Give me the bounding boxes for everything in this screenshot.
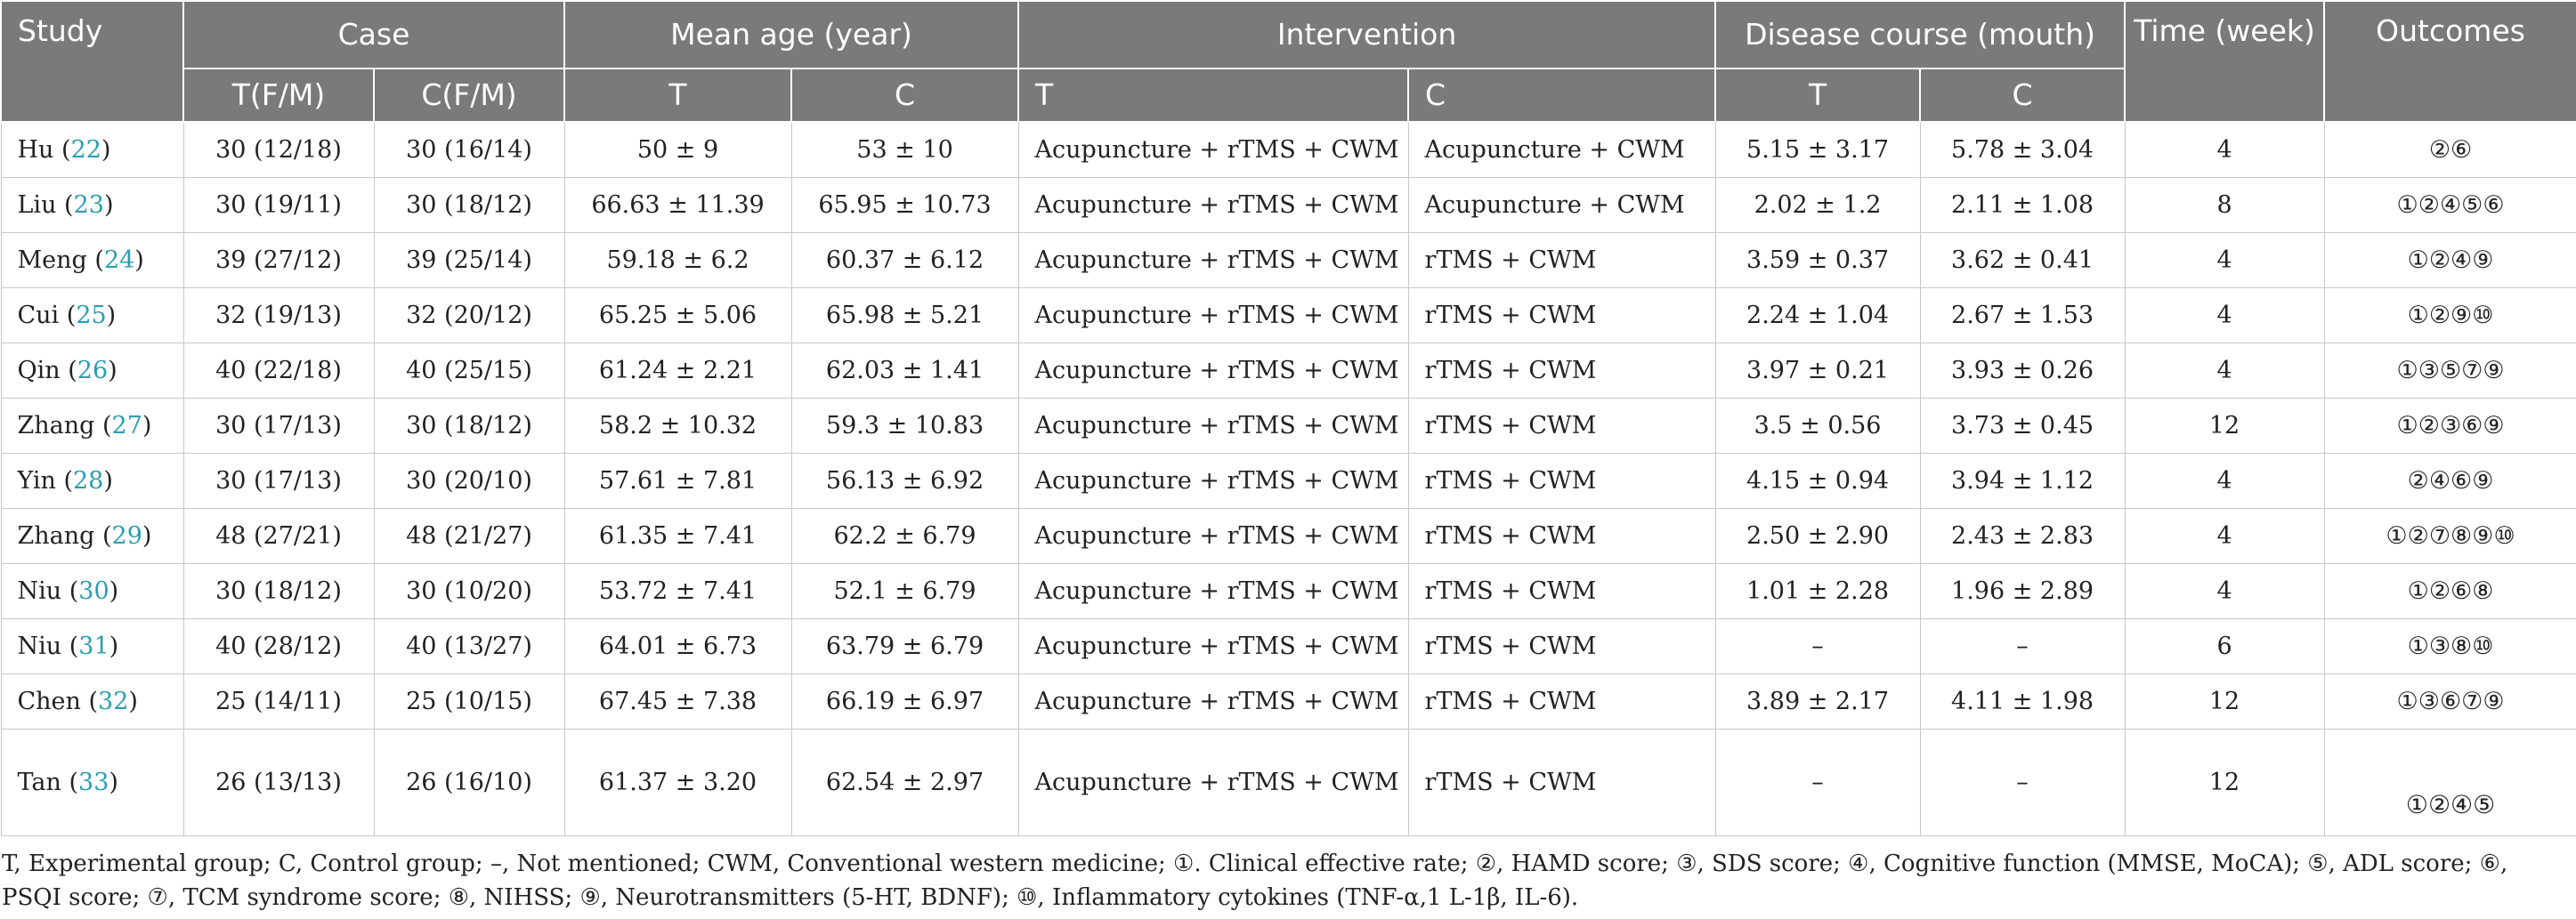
disease-t-cell: 3.97 ± 0.21 <box>1715 343 1920 398</box>
table-row <box>1 343 2576 398</box>
study-cell: Chen (32) <box>1 673 183 729</box>
age-c-cell: 59.3 ± 10.83 <box>791 398 1018 453</box>
header-study: Study <box>1 1 183 122</box>
case-c-cell: 40 (25/15) <box>374 343 564 398</box>
outcomes-cell: ②④⑥⑨ <box>2324 453 2576 508</box>
time-cell: 12 <box>2125 729 2324 835</box>
disease-t-cell: 5.15 ± 3.17 <box>1715 122 1920 177</box>
study-cell: Qin (26) <box>1 343 183 398</box>
time-cell: 4 <box>2125 508 2324 563</box>
intervention-t-cell: Acupuncture + rTMS + CWM <box>1018 508 1408 563</box>
table-row <box>1 453 2576 508</box>
disease-c-cell: – <box>1920 618 2125 673</box>
age-t-cell: 66.63 ± 11.39 <box>564 177 791 232</box>
intervention-c-cell: rTMS + CWM <box>1408 729 1715 835</box>
outcomes-cell: ①②④⑤⑥ <box>2324 177 2576 232</box>
disease-c-cell: 3.73 ± 0.45 <box>1920 398 2125 453</box>
case-t-cell: 30 (17/13) <box>183 398 374 453</box>
age-c-cell: 56.13 ± 6.92 <box>791 453 1018 508</box>
disease-t-cell: 2.50 ± 2.90 <box>1715 508 1920 563</box>
outcomes-cell: ①③⑧⑩ <box>2324 618 2576 673</box>
disease-c-cell: 3.93 ± 0.26 <box>1920 343 2125 398</box>
case-c-cell: 30 (18/12) <box>374 177 564 232</box>
age-t-cell: 61.37 ± 3.20 <box>564 729 791 835</box>
case-t-cell: 30 (18/12) <box>183 563 374 618</box>
case-c-cell: 30 (16/14) <box>374 122 564 177</box>
case-t-cell: 25 (14/11) <box>183 673 374 729</box>
outcomes-cell: ①②③⑥⑨ <box>2324 398 2576 453</box>
intervention-c-cell: rTMS + CWM <box>1408 563 1715 618</box>
intervention-c-cell: rTMS + CWM <box>1408 232 1715 287</box>
time-cell: 4 <box>2125 122 2324 177</box>
time-cell: 4 <box>2125 232 2324 287</box>
outcomes-cell: ①③⑤⑦⑨ <box>2324 343 2576 398</box>
study-name: Yin <box>17 466 56 495</box>
intervention-t-cell: Acupuncture + rTMS + CWM <box>1018 343 1408 398</box>
intervention-t-cell: Acupuncture + rTMS + CWM <box>1018 287 1408 343</box>
study-cell: Zhang (27) <box>1 398 183 453</box>
case-c-cell: 32 (20/12) <box>374 287 564 343</box>
header-disease-course: Disease course (mouth) <box>1715 1 2125 69</box>
age-t-cell: 61.24 ± 2.21 <box>564 343 791 398</box>
intervention-t-cell: Acupuncture + rTMS + CWM <box>1018 122 1408 177</box>
intervention-t-cell: Acupuncture + rTMS + CWM <box>1018 729 1408 835</box>
reference-link[interactable]: 33 <box>78 768 109 796</box>
table-row <box>1 673 2576 729</box>
study-cell: Meng (24) <box>1 232 183 287</box>
intervention-t-cell: Acupuncture + rTMS + CWM <box>1018 618 1408 673</box>
disease-t-cell: 2.02 ± 1.2 <box>1715 177 1920 232</box>
age-t-cell: 61.35 ± 7.41 <box>564 508 791 563</box>
study-cell: Cui (25) <box>1 287 183 343</box>
header-intervention: Intervention <box>1018 1 1715 69</box>
table-footnote: T, Experimental group; C, Control group; –, Not mentioned; CWM, Conventional western medicine; ①. Clinical effective rate; ②, HAMD score; ③, SDS score; ④, Cognitive function (MMSE, MoCA); ⑤, ADL score; ⑥, PSQI score; ⑦, TCM syndrome score; ⑧, NIHSS; ⑨, Neurotransmitters (5-HT, BDNF); ⑩, Inflammatory cytokines (TNF-α,1 L-1β, IL-6). <box>2 850 2508 911</box>
header-age-t: T <box>564 69 791 122</box>
table-row <box>1 122 2576 177</box>
study-cell: Niu (30) <box>1 563 183 618</box>
case-t-cell: 30 (12/18) <box>183 122 374 177</box>
case-t-cell: 26 (13/13) <box>183 729 374 835</box>
intervention-c-cell: rTMS + CWM <box>1408 343 1715 398</box>
study-name: Qin <box>17 356 61 384</box>
time-cell: 4 <box>2125 287 2324 343</box>
header-intervention-c: C <box>1408 69 1715 122</box>
disease-t-cell: – <box>1715 729 1920 835</box>
disease-c-cell: 2.43 ± 2.83 <box>1920 508 2125 563</box>
study-name: Niu <box>17 576 62 605</box>
case-t-cell: 30 (19/11) <box>183 177 374 232</box>
age-t-cell: 53.72 ± 7.41 <box>564 563 791 618</box>
age-c-cell: 65.95 ± 10.73 <box>791 177 1018 232</box>
table-row <box>1 232 2576 287</box>
intervention-c-cell: rTMS + CWM <box>1408 398 1715 453</box>
header-intervention-t: T <box>1018 69 1408 122</box>
age-c-cell: 62.2 ± 6.79 <box>791 508 1018 563</box>
table-row <box>1 508 2576 563</box>
intervention-c-cell: rTMS + CWM <box>1408 508 1715 563</box>
intervention-t-cell: Acupuncture + rTMS + CWM <box>1018 563 1408 618</box>
time-cell: 8 <box>2125 177 2324 232</box>
study-name: Chen <box>17 687 81 715</box>
outcomes-cell: ①②⑨⑩ <box>2324 287 2576 343</box>
intervention-c-cell: Acupuncture + CWM <box>1408 122 1715 177</box>
age-t-cell: 59.18 ± 6.2 <box>564 232 791 287</box>
age-c-cell: 66.19 ± 6.97 <box>791 673 1018 729</box>
table-row <box>1 729 2576 835</box>
age-t-cell: 58.2 ± 10.32 <box>564 398 791 453</box>
age-c-cell: 62.54 ± 2.97 <box>791 729 1018 835</box>
intervention-t-cell: Acupuncture + rTMS + CWM <box>1018 673 1408 729</box>
study-cell: Liu (23) <box>1 177 183 232</box>
case-c-cell: 30 (18/12) <box>374 398 564 453</box>
age-c-cell: 63.79 ± 6.79 <box>791 618 1018 673</box>
disease-c-cell: 5.78 ± 3.04 <box>1920 122 2125 177</box>
time-cell: 12 <box>2125 673 2324 729</box>
table-row <box>1 287 2576 343</box>
outcomes-cell: ①②④⑨ <box>2324 232 2576 287</box>
disease-c-cell: 4.11 ± 1.98 <box>1920 673 2125 729</box>
time-cell: 6 <box>2125 618 2324 673</box>
disease-t-cell: 3.89 ± 2.17 <box>1715 673 1920 729</box>
disease-c-cell: 3.62 ± 0.41 <box>1920 232 2125 287</box>
study-name: Zhang <box>17 411 95 439</box>
reference-link[interactable]: 27 <box>111 411 142 439</box>
disease-t-cell: – <box>1715 618 1920 673</box>
header-age-c: C <box>791 69 1018 122</box>
intervention-t-cell: Acupuncture + rTMS + CWM <box>1018 232 1408 287</box>
case-c-cell: 48 (21/27) <box>374 508 564 563</box>
header-case-t: T(F/M) <box>183 69 374 122</box>
time-cell: 12 <box>2125 398 2324 453</box>
age-t-cell: 50 ± 9 <box>564 122 791 177</box>
case-t-cell: 30 (17/13) <box>183 453 374 508</box>
age-c-cell: 62.03 ± 1.41 <box>791 343 1018 398</box>
outcomes-cell: ②⑥ <box>2324 122 2576 177</box>
disease-c-cell: 2.67 ± 1.53 <box>1920 287 2125 343</box>
reference-link[interactable]: 22 <box>70 135 101 164</box>
table-row <box>1 398 2576 453</box>
disease-c-cell: 1.96 ± 2.89 <box>1920 563 2125 618</box>
age-t-cell: 57.61 ± 7.81 <box>564 453 791 508</box>
header-case: Case <box>183 1 564 69</box>
outcomes-cell: ①②⑥⑧ <box>2324 563 2576 618</box>
study-name: Cui <box>17 301 60 329</box>
study-name: Hu <box>17 135 54 164</box>
age-c-cell: 60.37 ± 6.12 <box>791 232 1018 287</box>
header-case-c: C(F/M) <box>374 69 564 122</box>
study-cell: Niu (31) <box>1 618 183 673</box>
reference-link[interactable]: 31 <box>78 632 109 660</box>
age-t-cell: 64.01 ± 6.73 <box>564 618 791 673</box>
header-disease-t: T <box>1715 69 1920 122</box>
case-c-cell: 26 (16/10) <box>374 729 564 835</box>
disease-c-cell: 3.94 ± 1.12 <box>1920 453 2125 508</box>
time-cell: 4 <box>2125 563 2324 618</box>
disease-t-cell: 3.5 ± 0.56 <box>1715 398 1920 453</box>
study-name: Tan <box>17 768 61 796</box>
header-disease-c: C <box>1920 69 2125 122</box>
outcomes-cell: ①②⑦⑧⑨⑩ <box>2324 508 2576 563</box>
age-c-cell: 53 ± 10 <box>791 122 1018 177</box>
age-t-cell: 65.25 ± 5.06 <box>564 287 791 343</box>
age-c-cell: 65.98 ± 5.21 <box>791 287 1018 343</box>
table-row <box>1 177 2576 232</box>
header-outcomes: Outcomes <box>2324 1 2576 122</box>
reference-link[interactable]: 28 <box>73 466 104 495</box>
case-t-cell: 40 (28/12) <box>183 618 374 673</box>
case-t-cell: 48 (27/21) <box>183 508 374 563</box>
reference-link[interactable]: 23 <box>73 190 104 219</box>
header-time: Time (week) <box>2125 1 2324 122</box>
disease-t-cell: 2.24 ± 1.04 <box>1715 287 1920 343</box>
table-row <box>1 563 2576 618</box>
reference-link[interactable]: 30 <box>78 576 109 605</box>
disease-c-cell: 2.11 ± 1.08 <box>1920 177 2125 232</box>
time-cell: 4 <box>2125 343 2324 398</box>
case-t-cell: 40 (22/18) <box>183 343 374 398</box>
outcomes-cell: ①②④⑤ <box>2324 729 2576 835</box>
case-c-cell: 25 (10/15) <box>374 673 564 729</box>
intervention-c-cell: Acupuncture + CWM <box>1408 177 1715 232</box>
intervention-t-cell: Acupuncture + rTMS + CWM <box>1018 398 1408 453</box>
disease-t-cell: 3.59 ± 0.37 <box>1715 232 1920 287</box>
case-c-cell: 30 (20/10) <box>374 453 564 508</box>
disease-t-cell: 4.15 ± 0.94 <box>1715 453 1920 508</box>
intervention-t-cell: Acupuncture + rTMS + CWM <box>1018 177 1408 232</box>
disease-t-cell: 1.01 ± 2.28 <box>1715 563 1920 618</box>
case-c-cell: 40 (13/27) <box>374 618 564 673</box>
study-cell: Hu (22) <box>1 122 183 177</box>
reference-link[interactable]: 32 <box>98 687 129 715</box>
time-cell: 4 <box>2125 453 2324 508</box>
case-c-cell: 39 (25/14) <box>374 232 564 287</box>
study-name: Meng <box>17 246 87 274</box>
reference-link[interactable]: 29 <box>111 521 142 550</box>
case-t-cell: 39 (27/12) <box>183 232 374 287</box>
reference-link[interactable]: 24 <box>103 246 135 274</box>
intervention-t-cell: Acupuncture + rTMS + CWM <box>1018 453 1408 508</box>
reference-link[interactable]: 25 <box>76 301 107 329</box>
intervention-c-cell: rTMS + CWM <box>1408 673 1715 729</box>
outcomes-cell: ①③⑥⑦⑨ <box>2324 673 2576 729</box>
study-name: Liu <box>17 190 57 219</box>
study-name: Niu <box>17 632 62 660</box>
case-t-cell: 32 (19/13) <box>183 287 374 343</box>
case-c-cell: 30 (10/20) <box>374 563 564 618</box>
table-row <box>1 618 2576 673</box>
study-cell: Yin (28) <box>1 453 183 508</box>
reference-link[interactable]: 26 <box>77 356 109 384</box>
disease-c-cell: – <box>1920 729 2125 835</box>
intervention-c-cell: rTMS + CWM <box>1408 453 1715 508</box>
header-mean-age: Mean age (year) <box>564 1 1018 69</box>
study-name: Zhang <box>17 521 95 550</box>
age-c-cell: 52.1 ± 6.79 <box>791 563 1018 618</box>
intervention-c-cell: rTMS + CWM <box>1408 287 1715 343</box>
intervention-c-cell: rTMS + CWM <box>1408 618 1715 673</box>
study-cell: Zhang (29) <box>1 508 183 563</box>
study-cell: Tan (33) <box>1 729 183 835</box>
age-t-cell: 67.45 ± 7.38 <box>564 673 791 729</box>
